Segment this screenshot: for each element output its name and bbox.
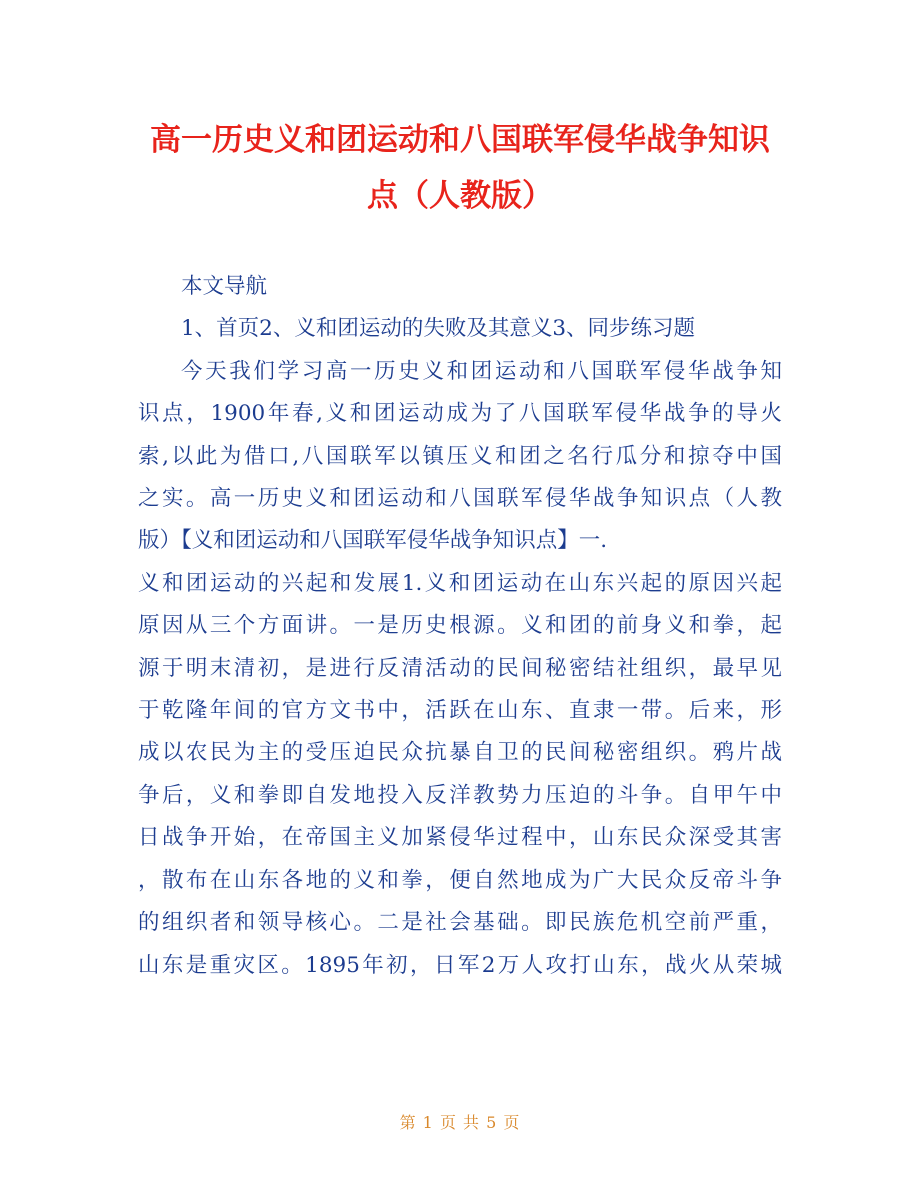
body-line: 版）【义和团运动和八国联军侵华战争知识点】一. bbox=[138, 528, 608, 554]
title-line: 点（人教版） bbox=[367, 178, 553, 214]
body-line: 源于明末清初，是进行反清活动的民间秘密结社组织，最早见 bbox=[138, 655, 782, 681]
body-line: ，散布在山东各地的义和拳，便自然地成为广大民众反帝斗争 bbox=[138, 867, 782, 893]
body-line: 义和团运动的兴起和发展1.义和团运动在山东兴起的原因兴起 bbox=[138, 570, 782, 596]
body-line: 争后，义和拳即自发地投入反洋教势力压迫的斗争。自甲午中 bbox=[138, 782, 782, 808]
nav-links: 1、首页2、义和团运动的失败及其意义3、同步练习题 bbox=[181, 316, 696, 342]
document-body bbox=[138, 266, 782, 987]
body-line: 的组织者和领导核心。二是社会基础。即民族危机空前严重， bbox=[138, 910, 782, 936]
nav-heading: 本文导航 bbox=[181, 274, 268, 299]
body-line: 日战争开始，在帝国主义加紧侵华过程中，山东民众深受其害 bbox=[138, 825, 782, 851]
body-line: 今天我们学习高一历史义和团运动和八国联军侵华战争知 bbox=[181, 358, 782, 384]
title-line: 高一历史义和团运动和八国联军侵华战争知识 bbox=[150, 122, 770, 158]
body-line: 之实。高一历史义和团运动和八国联军侵华战争知识点（人教 bbox=[138, 486, 782, 512]
page-number-footer: 第 1 页 共 5 页 bbox=[399, 1113, 521, 1132]
body-line: 原因从三个方面讲。一是历史根源。义和团的前身义和拳，起 bbox=[138, 613, 782, 639]
document-title bbox=[138, 112, 782, 224]
body-line: 成以农民为主的受压迫民众抗暴自卫的民间秘密组织。鸦片战 bbox=[138, 740, 782, 766]
body-line: 于乾隆年间的官方文书中，活跃在山东、直隶一带。后来，形 bbox=[138, 698, 782, 724]
body-line: 索,以此为借口,八国联军以镇压义和团之名行瓜分和掠夺中国 bbox=[138, 443, 782, 469]
body-line: 识点，1900年春,义和团运动成为了八国联军侵华战争的导火 bbox=[138, 401, 782, 427]
body-line: 山东是重灾区。1895年初，日军2万人攻打山东，战火从荣城 bbox=[138, 952, 782, 978]
